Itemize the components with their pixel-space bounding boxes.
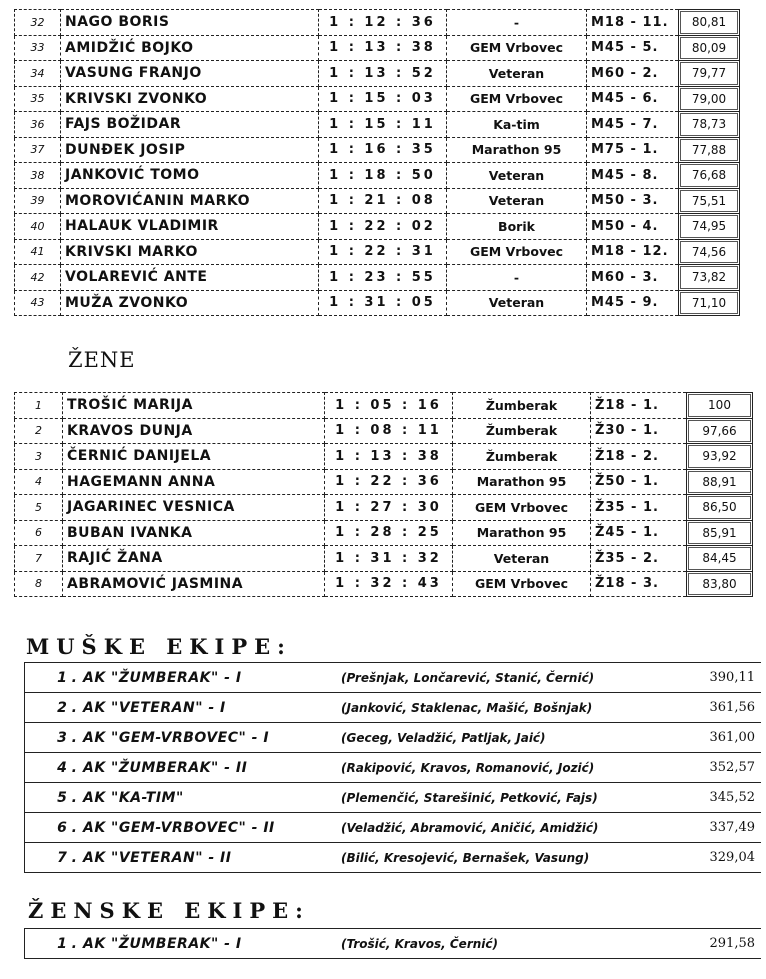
rank-cell: 3 <box>15 444 63 470</box>
category-place: M50 - 3. <box>587 188 679 214</box>
points-value: 86,50 <box>687 495 753 521</box>
athlete-name: DUNĐEK JOSIP <box>61 137 319 163</box>
rank-cell: 1 <box>15 393 63 419</box>
category-place: Ž30 - 1. <box>591 418 687 444</box>
finish-time: 1 : 13 : 52 <box>319 61 447 87</box>
finish-time: 1 : 31 : 05 <box>319 290 447 316</box>
team-score: 361,00 <box>709 730 755 745</box>
finish-time: 1 : 18 : 50 <box>319 163 447 189</box>
team-members: (Rakipović, Kravos, Romanović, Jozić) <box>341 760 595 775</box>
points-value: 80,09 <box>679 35 740 61</box>
team-row <box>25 783 761 813</box>
finish-time: 1 : 15 : 03 <box>319 86 447 112</box>
finish-time: 1 : 27 : 30 <box>325 495 453 521</box>
result-row <box>15 418 753 444</box>
team-name: AK "VETERAN" - II <box>83 849 232 866</box>
team-score: 329,04 <box>709 850 755 865</box>
points-value: 93,92 <box>687 444 753 470</box>
category-place: M45 - 9. <box>587 290 679 316</box>
team-row <box>25 843 761 872</box>
team-rank: 1 . <box>57 935 77 952</box>
category-place: Ž45 - 1. <box>591 520 687 546</box>
rank-cell: 38 <box>15 163 61 189</box>
athlete-name: MUŽA ZVONKO <box>61 290 319 316</box>
team-name: AK "GEM-VRBOVEC" - I <box>83 729 270 746</box>
points-value: 78,73 <box>679 112 740 138</box>
club-name: GEM Vrbovec <box>453 571 591 597</box>
club-name: Žumberak <box>453 393 591 419</box>
athlete-name: ABRAMOVIĆ JASMINA <box>63 571 325 597</box>
team-name: AK "ŽUMBERAK" - I <box>83 935 242 952</box>
team-row <box>25 723 761 753</box>
result-row <box>15 163 740 189</box>
club-name: Ka-tim <box>447 112 587 138</box>
rank-cell: 8 <box>15 571 63 597</box>
rank-cell: 33 <box>15 35 61 61</box>
result-row <box>15 35 740 61</box>
category-place: M45 - 5. <box>587 35 679 61</box>
result-row <box>15 546 753 572</box>
club-name: Žumberak <box>453 418 591 444</box>
club-name: GEM Vrbovec <box>447 35 587 61</box>
finish-time: 1 : 15 : 11 <box>319 112 447 138</box>
finish-time: 1 : 32 : 43 <box>325 571 453 597</box>
result-row <box>15 469 753 495</box>
points-value: 83,80 <box>687 571 753 597</box>
points-value: 79,00 <box>679 86 740 112</box>
rank-cell: 40 <box>15 214 61 240</box>
finish-time: 1 : 23 : 55 <box>319 265 447 291</box>
club-name: Žumberak <box>453 444 591 470</box>
team-rank: 7 . <box>57 849 77 866</box>
team-row <box>25 753 761 783</box>
team-score: 361,56 <box>709 700 755 715</box>
team-score: 345,52 <box>709 790 755 805</box>
team-name: AK "VETERAN" - I <box>83 699 226 716</box>
points-value: 100 <box>687 393 753 419</box>
athlete-name: NAGO BORIS <box>61 10 319 36</box>
athlete-name: HALAUK VLADIMIR <box>61 214 319 240</box>
men-teams-table <box>24 662 761 873</box>
result-row <box>15 393 753 419</box>
rank-cell: 39 <box>15 188 61 214</box>
team-rank: 5 . <box>57 789 77 806</box>
athlete-name: RAJIĆ ŽANA <box>63 546 325 572</box>
team-score: 390,11 <box>709 670 755 685</box>
result-row <box>15 137 740 163</box>
finish-time: 1 : 05 : 16 <box>325 393 453 419</box>
finish-time: 1 : 12 : 36 <box>319 10 447 36</box>
result-row <box>15 265 740 291</box>
men-results-table <box>14 9 740 316</box>
team-rank: 4 . <box>57 759 77 776</box>
club-name: Borik <box>447 214 587 240</box>
team-members: (Trošić, Kravos, Černić) <box>341 936 498 951</box>
finish-time: 1 : 13 : 38 <box>325 444 453 470</box>
team-name: AK "KA-TIM" <box>83 789 184 806</box>
team-score: 337,49 <box>709 820 755 835</box>
women-results-table <box>14 392 753 597</box>
team-members: (Plemenčić, Starešinić, Petković, Fajs) <box>341 790 598 805</box>
team-score: 291,58 <box>709 936 755 951</box>
finish-time: 1 : 31 : 32 <box>325 546 453 572</box>
athlete-name: KRIVSKI MARKO <box>61 239 319 265</box>
category-place: Ž35 - 1. <box>591 495 687 521</box>
points-value: 97,66 <box>687 418 753 444</box>
rank-cell: 32 <box>15 10 61 36</box>
category-place: Ž18 - 2. <box>591 444 687 470</box>
team-members: (Veladžić, Abramović, Aničić, Amidžić) <box>341 820 599 835</box>
result-row <box>15 112 740 138</box>
athlete-name: ČERNIĆ DANIJELA <box>63 444 325 470</box>
athlete-name: MOROVIĆANIN MARKO <box>61 188 319 214</box>
result-row <box>15 290 740 316</box>
club-name: GEM Vrbovec <box>447 239 587 265</box>
team-rank: 2 . <box>57 699 77 716</box>
finish-time: 1 : 13 : 38 <box>319 35 447 61</box>
rank-cell: 34 <box>15 61 61 87</box>
athlete-name: HAGEMANN ANNA <box>63 469 325 495</box>
team-name: AK "GEM-VRBOVEC" - II <box>83 819 275 836</box>
result-row <box>15 520 753 546</box>
category-place: M45 - 7. <box>587 112 679 138</box>
rank-cell: 4 <box>15 469 63 495</box>
finish-time: 1 : 08 : 11 <box>325 418 453 444</box>
category-place: Ž18 - 3. <box>591 571 687 597</box>
team-name: AK "ŽUMBERAK" - II <box>83 759 248 776</box>
points-value: 76,68 <box>679 163 740 189</box>
finish-time: 1 : 22 : 31 <box>319 239 447 265</box>
team-name: AK "ŽUMBERAK" - I <box>83 669 242 686</box>
points-value: 77,88 <box>679 137 740 163</box>
finish-time: 1 : 22 : 36 <box>325 469 453 495</box>
team-rank: 3 . <box>57 729 77 746</box>
team-members: (Geceg, Veladžić, Patljak, Jaić) <box>341 730 546 745</box>
points-value: 73,82 <box>679 265 740 291</box>
result-row <box>15 10 740 36</box>
category-place: M75 - 1. <box>587 137 679 163</box>
result-row <box>15 444 753 470</box>
rank-cell: 6 <box>15 520 63 546</box>
points-value: 79,77 <box>679 61 740 87</box>
result-row <box>15 495 753 521</box>
women-teams-heading: ŽENSKE EKIPE: <box>28 898 310 923</box>
rank-cell: 35 <box>15 86 61 112</box>
club-name: GEM Vrbovec <box>447 86 587 112</box>
athlete-name: KRIVSKI ZVONKO <box>61 86 319 112</box>
points-value: 88,91 <box>687 469 753 495</box>
athlete-name: KRAVOS DUNJA <box>63 418 325 444</box>
points-value: 74,56 <box>679 239 740 265</box>
athlete-name: VOLAREVIĆ ANTE <box>61 265 319 291</box>
rank-cell: 37 <box>15 137 61 163</box>
category-place: M18 - 12. <box>587 239 679 265</box>
club-name: Marathon 95 <box>447 137 587 163</box>
points-value: 75,51 <box>679 188 740 214</box>
team-members: (Bilić, Kresojević, Bernašek, Vasung) <box>341 850 590 865</box>
finish-time: 1 : 16 : 35 <box>319 137 447 163</box>
club-name: Veteran <box>447 61 587 87</box>
rank-cell: 42 <box>15 265 61 291</box>
club-name: Marathon 95 <box>453 469 591 495</box>
athlete-name: FAJS BOŽIDAR <box>61 112 319 138</box>
athlete-name: AMIDŽIĆ BOJKO <box>61 35 319 61</box>
category-place: M60 - 3. <box>587 265 679 291</box>
rank-cell: 2 <box>15 418 63 444</box>
team-score: 352,57 <box>709 760 755 775</box>
result-row <box>15 239 740 265</box>
club-name: Veteran <box>447 163 587 189</box>
category-place: M18 - 11. <box>587 10 679 36</box>
women-teams-table <box>24 928 761 959</box>
category-place: M45 - 6. <box>587 86 679 112</box>
finish-time: 1 : 21 : 08 <box>319 188 447 214</box>
finish-time: 1 : 22 : 02 <box>319 214 447 240</box>
club-name: Veteran <box>447 290 587 316</box>
women-heading: ŽENE <box>68 348 136 372</box>
result-row <box>15 86 740 112</box>
athlete-name: VASUNG FRANJO <box>61 61 319 87</box>
team-row <box>25 663 761 693</box>
men-teams-heading: MUŠKE EKIPE: <box>26 634 292 659</box>
club-name: Veteran <box>447 188 587 214</box>
athlete-name: JANKOVIĆ TOMO <box>61 163 319 189</box>
result-row <box>15 61 740 87</box>
points-value: 80,81 <box>679 10 740 36</box>
club-name: GEM Vrbovec <box>453 495 591 521</box>
athlete-name: BUBAN IVANKA <box>63 520 325 546</box>
category-place: M60 - 2. <box>587 61 679 87</box>
team-rank: 6 . <box>57 819 77 836</box>
finish-time: 1 : 28 : 25 <box>325 520 453 546</box>
athlete-name: JAGARINEC VESNICA <box>63 495 325 521</box>
rank-cell: 36 <box>15 112 61 138</box>
category-place: Ž35 - 2. <box>591 546 687 572</box>
team-row <box>25 813 761 843</box>
result-row <box>15 571 753 597</box>
points-value: 71,10 <box>679 290 740 316</box>
category-place: Ž50 - 1. <box>591 469 687 495</box>
category-place: M45 - 8. <box>587 163 679 189</box>
points-value: 85,91 <box>687 520 753 546</box>
club-name: - <box>447 265 587 291</box>
team-rank: 1 . <box>57 669 77 686</box>
points-value: 74,95 <box>679 214 740 240</box>
team-members: (Prešnjak, Lončarević, Stanić, Černić) <box>341 670 595 685</box>
team-row <box>25 693 761 723</box>
rank-cell: 41 <box>15 239 61 265</box>
team-row <box>25 929 761 958</box>
team-members: (Janković, Staklenac, Mašić, Bošnjak) <box>341 700 593 715</box>
rank-cell: 7 <box>15 546 63 572</box>
club-name: - <box>447 10 587 36</box>
rank-cell: 5 <box>15 495 63 521</box>
athlete-name: TROŠIĆ MARIJA <box>63 393 325 419</box>
club-name: Veteran <box>453 546 591 572</box>
points-value: 84,45 <box>687 546 753 572</box>
club-name: Marathon 95 <box>453 520 591 546</box>
rank-cell: 43 <box>15 290 61 316</box>
result-row <box>15 214 740 240</box>
category-place: Ž18 - 1. <box>591 393 687 419</box>
result-row <box>15 188 740 214</box>
category-place: M50 - 4. <box>587 214 679 240</box>
